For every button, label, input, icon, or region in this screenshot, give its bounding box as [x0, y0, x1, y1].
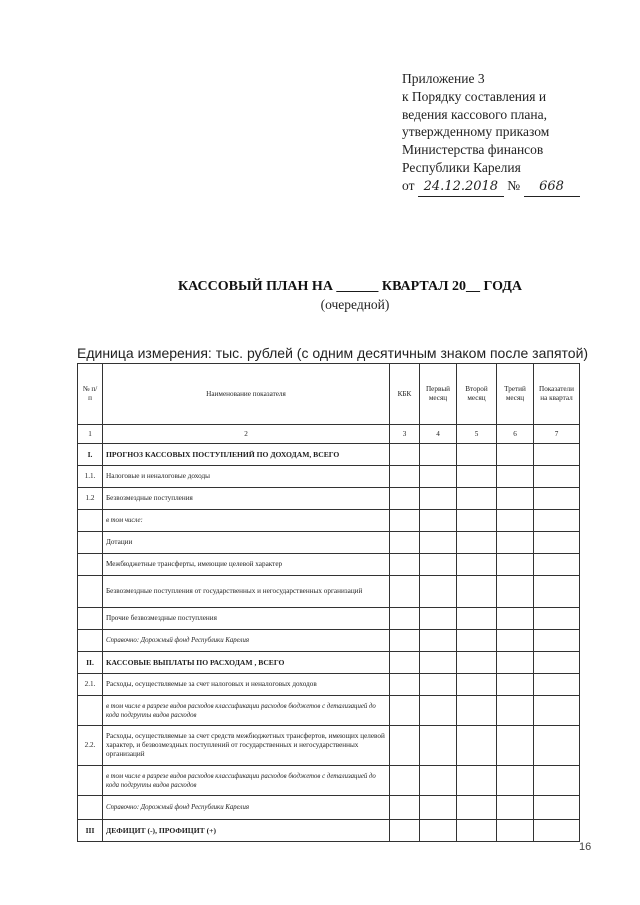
- appendix-line: к Порядку составления и: [402, 88, 547, 104]
- cell: [497, 696, 534, 726]
- cell: [420, 766, 457, 796]
- cell: [534, 510, 580, 532]
- cell: [457, 444, 497, 466]
- cell: [420, 466, 457, 488]
- cell: [534, 696, 580, 726]
- cell: [390, 696, 420, 726]
- cell: [497, 444, 534, 466]
- table-row: [78, 820, 580, 842]
- table-row: [78, 510, 580, 532]
- appendix-line: утвержденному приказом: [402, 124, 550, 140]
- row-index: [78, 576, 103, 608]
- table-row: [78, 726, 580, 766]
- cell: [420, 630, 457, 652]
- cell: [390, 796, 420, 820]
- page-title: КАССОВЫЙ ПЛАН НА ______ КВАРТАЛ 20__ ГОДА: [177, 279, 523, 294]
- cell: [457, 820, 497, 842]
- row-label: Расходы, осуществляемые за счет налоговых и неналоговых доходов: [103, 674, 390, 696]
- header-kbk: КБК: [390, 364, 420, 425]
- cell: [457, 652, 497, 674]
- cell: [390, 726, 420, 766]
- cell: [497, 766, 534, 796]
- cell: [457, 510, 497, 532]
- row-label: Справочно: Дорожный фонд Республики Карелия: [103, 796, 390, 820]
- appendix-date-line: [402, 177, 580, 197]
- cell: [497, 674, 534, 696]
- table-row: [78, 608, 580, 630]
- col-number: 4: [420, 425, 457, 444]
- cell: [497, 510, 534, 532]
- cell: [497, 532, 534, 554]
- row-index: II.: [78, 652, 103, 674]
- cell: [390, 630, 420, 652]
- date-prefix: от: [402, 177, 415, 193]
- table-row: [78, 576, 580, 608]
- cell: [497, 652, 534, 674]
- table-row: [78, 444, 580, 466]
- cell: [497, 576, 534, 608]
- row-index: [78, 796, 103, 820]
- cell: [457, 532, 497, 554]
- col-number: 5: [457, 425, 497, 444]
- cell: [420, 796, 457, 820]
- row-label: Налоговые и неналоговые доходы: [103, 466, 390, 488]
- row-label: КАССОВЫЕ ВЫПЛАТЫ ПО РАСХОДАМ , ВСЕГО: [103, 652, 390, 674]
- cell: [457, 554, 497, 576]
- cell: [457, 696, 497, 726]
- cell: [497, 608, 534, 630]
- cell: [497, 488, 534, 510]
- cell: [534, 608, 580, 630]
- cell: [390, 766, 420, 796]
- cell: [420, 532, 457, 554]
- row-index: 1.1.: [78, 466, 103, 488]
- cell: [457, 630, 497, 652]
- col-number: 1: [78, 425, 103, 444]
- cell: [390, 444, 420, 466]
- cell: [534, 652, 580, 674]
- cell: [534, 554, 580, 576]
- table-row: [78, 766, 580, 796]
- cell: [390, 466, 420, 488]
- cell: [390, 488, 420, 510]
- row-index: [78, 696, 103, 726]
- row-label: Расходы, осуществляемые за счет средств межбюджетных трансфертов, имеющих целевой характер, и безвозмездных поступлений от государственных и негосударственных организаций: [103, 726, 390, 766]
- row-label: ПРОГНОЗ КАССОВЫХ ПОСТУПЛЕНИЙ ПО ДОХОДАМ, ВСЕГО: [103, 444, 390, 466]
- cell: [497, 554, 534, 576]
- row-label: в том числе:: [103, 510, 390, 532]
- appendix-line: Приложение 3: [402, 71, 485, 86]
- cell: [420, 576, 457, 608]
- page-number: 16: [579, 841, 592, 853]
- row-label: Безвозмездные поступления от государственных и негосударственных организаций: [103, 576, 390, 608]
- header-month-3: Третий месяц: [497, 364, 534, 425]
- row-index: 2.2.: [78, 726, 103, 766]
- cell: [420, 510, 457, 532]
- header-month-2: Второй месяц: [457, 364, 497, 425]
- cell: [534, 766, 580, 796]
- handwritten-number: 668: [524, 178, 580, 197]
- cash-plan-table: [77, 363, 580, 842]
- header-name: Наименование показателя: [103, 364, 390, 425]
- row-label: Справочно: Дорожный фонд Республики Карелия: [103, 630, 390, 652]
- table-row: [78, 466, 580, 488]
- cell: [497, 796, 534, 820]
- row-index: [78, 554, 103, 576]
- cell: [534, 630, 580, 652]
- cell: [534, 444, 580, 466]
- table-row: [78, 796, 580, 820]
- row-index: [78, 532, 103, 554]
- col-number: 7: [534, 425, 580, 444]
- cell: [497, 726, 534, 766]
- row-label: в том числе в разрезе видов расходов классификации расходов бюджетов с детализацией до кода подгруппы видов расходов: [103, 696, 390, 726]
- cell: [457, 466, 497, 488]
- col-number: 6: [497, 425, 534, 444]
- cell: [420, 488, 457, 510]
- appendix-line: Министерства финансов: [402, 142, 544, 158]
- cell: [390, 554, 420, 576]
- table-row: [78, 532, 580, 554]
- cell: [420, 652, 457, 674]
- appendix-line: Республики Карелия: [402, 159, 521, 175]
- header-quarter: Показатели на квартал: [534, 364, 580, 425]
- table-row: [78, 630, 580, 652]
- col-number: 2: [103, 425, 390, 444]
- cell: [534, 674, 580, 696]
- cell: [420, 554, 457, 576]
- cell: [457, 766, 497, 796]
- handwritten-date: 24.12.2018: [418, 178, 504, 197]
- cell: [390, 652, 420, 674]
- cell: [390, 820, 420, 842]
- header-month-1: Первый месяц: [420, 364, 457, 425]
- table-row: [78, 696, 580, 726]
- row-index: [78, 510, 103, 532]
- cell: [390, 674, 420, 696]
- row-index: [78, 630, 103, 652]
- col-number: 3: [390, 425, 420, 444]
- column-number-row: [78, 425, 580, 444]
- row-index: 1.2: [78, 488, 103, 510]
- cell: [390, 510, 420, 532]
- unit-of-measure: Единица измерения: тыс. рублей (с одним десятичным знаком после запятой): [77, 345, 589, 361]
- cell: [534, 488, 580, 510]
- row-label: Дотации: [103, 532, 390, 554]
- row-index: III: [78, 820, 103, 842]
- row-label: ДЕФИЦИТ (-), ПРОФИЦИТ (+): [103, 820, 390, 842]
- cell: [420, 674, 457, 696]
- cell: [534, 726, 580, 766]
- cell: [420, 726, 457, 766]
- table-row: [78, 674, 580, 696]
- cell: [497, 466, 534, 488]
- cell: [420, 444, 457, 466]
- row-label: Межбюджетные трансферты, имеющие целевой характер: [103, 554, 390, 576]
- cell: [534, 796, 580, 820]
- cell: [534, 820, 580, 842]
- row-label: Прочие безвозмездные поступления: [103, 608, 390, 630]
- cell: [390, 532, 420, 554]
- appendix-line: ведения кассового плана,: [402, 106, 547, 122]
- row-label: в том числе в разрезе видов расходов классификации расходов бюджетов с детализацией до кода подгруппы видов расходов: [103, 766, 390, 796]
- cell: [457, 488, 497, 510]
- cell: [457, 796, 497, 820]
- row-index: [78, 766, 103, 796]
- row-index: [78, 608, 103, 630]
- cell: [534, 576, 580, 608]
- cell: [534, 532, 580, 554]
- header-index: № п/п: [78, 364, 103, 425]
- row-index: I.: [78, 444, 103, 466]
- table-row: [78, 554, 580, 576]
- number-prefix: №: [507, 177, 521, 193]
- cell: [457, 674, 497, 696]
- appendix-block: [402, 70, 580, 197]
- row-index: 2.1.: [78, 674, 103, 696]
- cell: [390, 608, 420, 630]
- cell: [420, 820, 457, 842]
- table-header-row: [78, 364, 580, 425]
- page-subtitle: (очередной): [320, 297, 390, 312]
- row-label: Безвозмездные поступления: [103, 488, 390, 510]
- cell: [457, 608, 497, 630]
- cell: [497, 630, 534, 652]
- cell: [390, 576, 420, 608]
- cell: [420, 608, 457, 630]
- table-row: [78, 488, 580, 510]
- cell: [457, 726, 497, 766]
- cell: [420, 696, 457, 726]
- cell: [534, 466, 580, 488]
- cell: [457, 576, 497, 608]
- cell: [497, 820, 534, 842]
- table-row: [78, 652, 580, 674]
